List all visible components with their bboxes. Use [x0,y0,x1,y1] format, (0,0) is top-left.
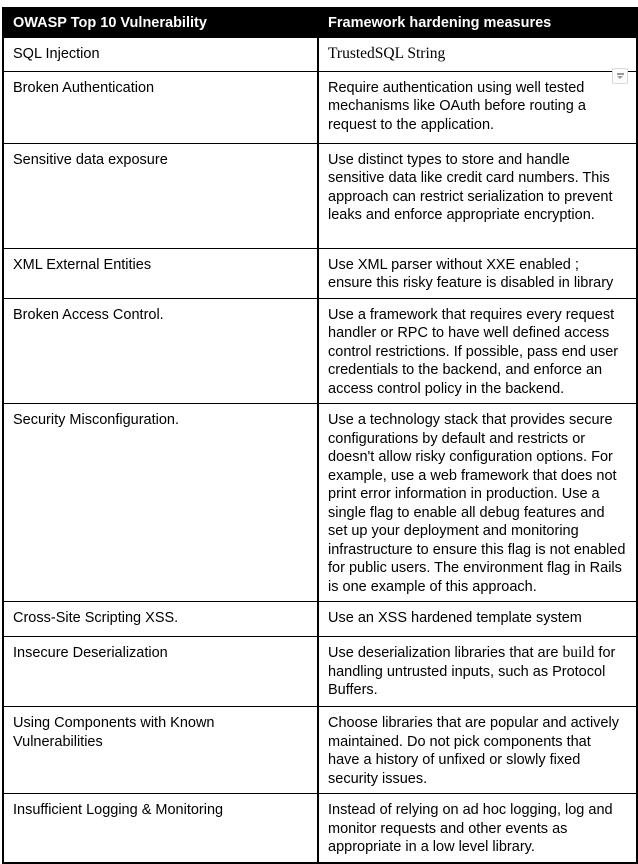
measure-text: for handling untrusted inputs, such as Protocol Buffers. [328,645,616,698]
measure-text: Choose libraries that are popular and actively maintained. Do not pick components that have a history of unfixed or slowly fixed security issues. [328,715,619,787]
dropdown-glyph-triangle [617,76,623,79]
measure-cell [318,37,637,71]
header-measures-column: Framework hardening measures [318,8,637,37]
measure-text: Use distinct types to store and handle sensitive data like credit card numbers. This approach can restrict serialization to prevent leaks and enforce appropriate encryption. [328,151,613,223]
measure-text: Use a framework that requires every request handler or RPC to have well defined access control restrictions. If possible, pass end user credentials to the backend, and enforce an access control policy in the backend. [328,306,619,397]
table-row-security-misconfiguration [3,404,637,602]
table-header-row [3,8,637,37]
measure-cell [318,404,637,602]
measure-text: Use an XSS hardened template system [328,610,582,626]
vulnerability-cell: Cross-Site Scripting XSS. [3,602,318,637]
measure-text: TrustedSQL String [328,44,446,62]
measure-cell [318,637,637,707]
measure-text: Use XML parser without XXE enabled ; ensure this risky feature is disabled in library [328,256,614,291]
table-row-sensitive-data-exposure [3,143,637,248]
vulnerability-cell: Using Components with Known Vulnerabilities [3,707,318,794]
owasp-hardening-table [2,7,638,864]
table-row-insecure-deserialization [3,637,637,707]
table-row-cross-site-scripting [3,602,637,637]
vulnerability-cell: Security Misconfiguration. [3,404,318,602]
measure-text: Require authentication using well tested mechanisms like OAuth before routing a request to the application. [328,79,586,133]
table-row-xml-external-entities [3,248,637,298]
table-row-broken-access-control [3,298,637,404]
table-row-sql-injection [3,37,637,71]
measure-text-serif: build [562,644,595,661]
table-row-broken-authentication [3,71,637,143]
dropdown-glyph-bar [617,73,624,75]
vulnerability-cell: Insecure Deserialization [3,637,318,707]
measure-text: Use deserialization libraries that are [328,645,563,661]
measure-cell [318,71,637,143]
vulnerability-cell: Broken Access Control. [3,298,318,404]
measure-text: Use a technology stack that provides secure configurations by default and restricts or doesn't allow risky configuration options. For example, use a web framework that does not print error information in production. Use a single flag to enable all debug features and set up your deployment and monitoring infrastructure to ensure this flag is not enabled for public users. The environment flag in Rails is one example of this approach. [328,412,626,595]
measure-cell [318,794,637,863]
vulnerability-cell: Sensitive data exposure [3,143,318,248]
vulnerability-cell: XML External Entities [3,248,318,298]
measure-cell [318,707,637,794]
measure-cell [318,602,637,637]
measure-cell [318,248,637,298]
header-vulnerability-column: OWASP Top 10 Vulnerability [3,8,318,37]
vulnerability-cell: Insufficient Logging & Monitoring [3,794,318,863]
measure-cell [318,298,637,404]
table-row-known-vulnerable-components [3,707,637,794]
vulnerability-cell: SQL Injection [3,37,318,71]
vulnerability-cell: Broken Authentication [3,71,318,143]
table-row-insufficient-logging [3,794,637,863]
measure-cell [318,143,637,248]
collapsed-comment-icon[interactable] [612,68,628,84]
measure-text: Instead of relying on ad hoc logging, log and monitor requests and other events as appropriate in a low level library. [328,802,613,855]
